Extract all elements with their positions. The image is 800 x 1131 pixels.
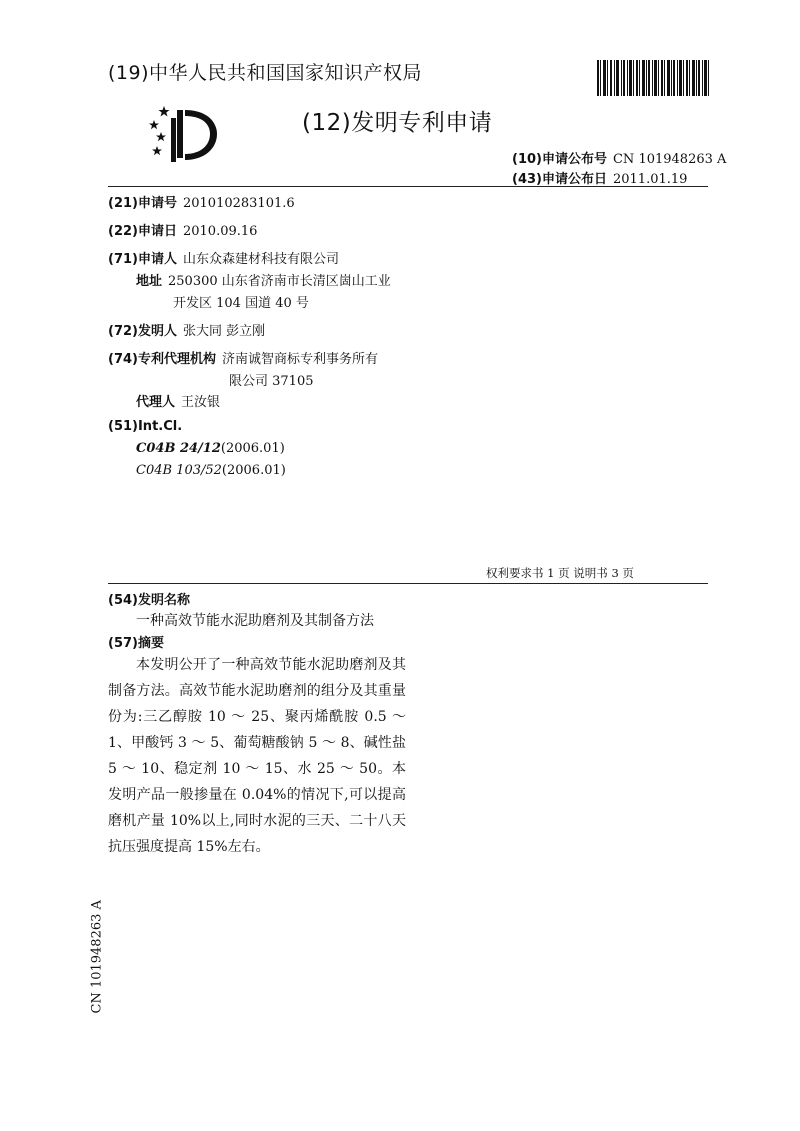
application-number-row	[108, 192, 295, 211]
publication-date-label: (43)申请公布日	[512, 172, 607, 187]
address-line-1: 250300 山东省济南市长清区崮山工业	[168, 274, 391, 289]
inventor-names: 张大同 彭立刚	[182, 324, 266, 339]
publication-number-label: (10)申请公布号	[512, 152, 607, 167]
abstract-label: (57)摘要	[108, 636, 164, 651]
application-number: 201010283101.6	[182, 196, 295, 211]
filing-date-row	[108, 220, 257, 239]
ipc-version: (2006.01)	[221, 463, 286, 478]
address-row	[136, 270, 391, 289]
page-counts: 权利要求书 1 页 说明书 3 页	[486, 566, 634, 580]
address-label: 地址	[136, 274, 163, 289]
invention-title-label: (54)发明名称	[108, 593, 190, 608]
agent-name: 王汝银	[181, 395, 221, 410]
agency-label: (74)专利代理机构	[108, 352, 216, 367]
agency-line-2: 限公司 37105	[229, 374, 314, 389]
header-divider	[108, 186, 708, 187]
filing-date-label: (22)申请日	[108, 224, 177, 239]
applicant-label: (71)申请人	[108, 252, 177, 267]
publication-number: CN 101948263 A	[612, 152, 727, 167]
ipc-entry	[136, 463, 286, 478]
applicant-name: 山东众森建材科技有限公司	[182, 252, 339, 267]
inventor-label: (72)发明人	[108, 324, 177, 339]
applicant-row	[108, 248, 339, 267]
address-line-2: 开发区 104 国道 40 号	[173, 296, 309, 311]
ipc-code: C04B 24/12	[136, 441, 221, 456]
application-number-label: (21)申请号	[108, 196, 177, 211]
agency-row	[108, 348, 378, 367]
abstract-text: 本发明公开了一种高效节能水泥助磨剂及其制备方法。高效节能水泥助磨剂的组分及其重量份为:三乙醇胺 10 ～ 25、聚丙烯酰胺 0.5 ～ 1、甲酸钙 3 ～ 5、葡萄糖酸钠 5 ～ 8、碱性盐 5 ～ 10、稳定剂 10 ～ 15、水 25 ～ 50。本发明产品一般掺量在 0.04%的情况下,可以提高磨机产量 10%以上,同时水泥的三天、二十八天抗压强度提高 15%左右。	[108, 657, 406, 855]
document-type: (12)发明专利申请	[302, 110, 493, 136]
agency-line-1: 济南诚智商标专利事务所有	[221, 352, 378, 367]
publication-date: 2011.01.19	[612, 172, 688, 187]
patent-office-logo	[147, 104, 219, 164]
filing-date: 2010.09.16	[182, 224, 258, 239]
ipc-code: C04B 103/52	[136, 463, 222, 478]
publication-date-row	[512, 168, 687, 187]
agent-label: 代理人	[136, 395, 176, 410]
ipc-label: (51)Int.Cl.	[108, 419, 183, 434]
side-publication-number: CN 101948263 A	[89, 900, 105, 1014]
invention-title: 一种高效节能水泥助磨剂及其制备方法	[136, 613, 374, 629]
ipc-version: (2006.01)	[220, 441, 285, 456]
publication-number-row	[512, 148, 726, 167]
inventor-row	[108, 320, 265, 339]
agent-row	[136, 391, 220, 410]
patent-office-name: (19)中华人民共和国国家知识产权局	[108, 62, 423, 84]
barcode	[597, 60, 709, 96]
ipc-entry	[136, 441, 285, 456]
section-divider	[108, 583, 708, 584]
